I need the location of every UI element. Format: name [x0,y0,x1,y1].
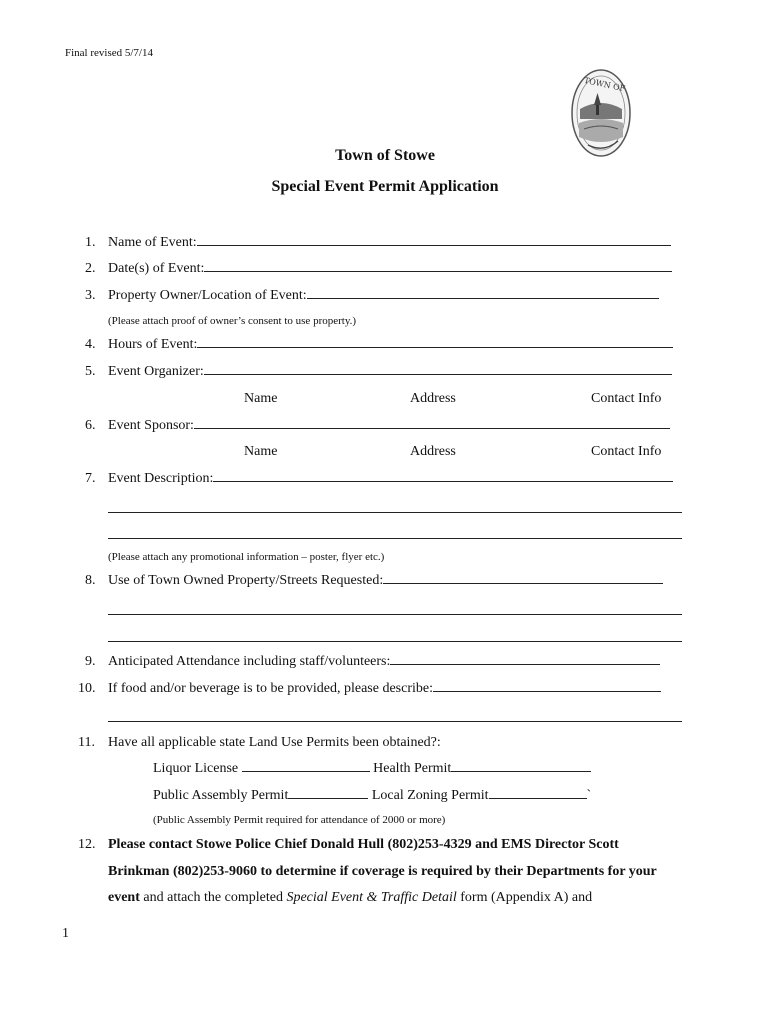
item-6-number: 6. [85,418,96,433]
svg-text:TOWN OF: TOWN OF [583,75,626,94]
item-4-label: Hours of Event: [108,337,198,352]
liquor-license-field[interactable] [242,770,370,772]
local-zoning-permit-field[interactable] [489,797,587,799]
item-12-text-a: and attach the completed [139,890,287,905]
page-title: Town of Stowe [335,147,435,164]
local-zoning-permit-label: Local Zoning Permit [371,788,489,803]
revision-note: Final revised 5/7/14 [65,47,153,59]
anticipated-attendance-field[interactable] [390,663,660,665]
item-6-col-address: Address [410,444,456,459]
property-owner-location-field[interactable] [307,297,659,299]
item-5-col-contact: Contact Info [591,391,662,406]
item-1-label: Name of Event: [108,235,197,250]
page-number: 1 [62,926,69,941]
item-12-line-3 [108,890,592,906]
item-7-number: 7. [85,471,96,486]
item-6-label: Event Sponsor: [108,418,194,433]
health-permit-label: Health Permit [373,761,452,776]
item-7-label: Event Description: [108,471,214,486]
town-property-use-field[interactable] [383,582,663,584]
item-3-row [108,288,659,304]
event-organizer-field[interactable] [204,373,672,375]
item-3-label: Property Owner/Location of Event: [108,288,307,303]
event-dates-field[interactable] [204,270,672,272]
food-beverage-line-2[interactable] [108,721,682,722]
item-11-label: Have all applicable state Land Use Permits been obtained?: [108,735,441,750]
item-10-number: 10. [78,681,96,696]
item-8-row [108,573,663,589]
item-5-number: 5. [85,364,96,379]
item-5-row [108,364,672,380]
item-6-col-name: Name [244,444,278,459]
item-9-label: Anticipated Attendance including staff/volunteers: [108,654,391,669]
liquor-license-label: Liquor License [153,761,239,776]
public-assembly-permit-field[interactable] [288,797,368,799]
event-sponsor-field[interactable] [194,427,670,429]
item-4-number: 4. [85,337,96,352]
page-subtitle: Special Event Permit Application [271,178,499,195]
item-7-row [108,471,673,487]
event-description-line-2[interactable] [108,512,682,513]
food-beverage-field[interactable] [433,690,661,692]
event-hours-field[interactable] [197,346,673,348]
health-permit-field[interactable] [451,770,591,772]
item-12-text-b: form (Appendix A) and [456,890,593,905]
item-12-line-2: Brinkman (802)253-9060 to determine if coverage is required by their Departments for your [108,864,657,879]
item-5-label: Event Organizer: [108,364,204,379]
item-10-row [108,681,661,697]
permits-row-1 [153,761,591,777]
item-5-col-address: Address [410,391,456,406]
item-12-form-name: Special Event & Traffic Detail [286,890,457,905]
event-description-field[interactable] [213,480,673,482]
item-12-line-1: Please contact Stowe Police Chief Donald Hull (802)253-4329 and EMS Director Scott [108,837,619,852]
item-3-number: 3. [85,288,96,303]
item-3-note: (Please attach proof of owner’s consent to use property.) [108,315,357,327]
event-description-line-3[interactable] [108,538,682,539]
item-11-number: 11. [78,735,95,750]
item-2-number: 2. [85,261,96,276]
town-seal-logo [570,67,632,159]
item-10-label: If food and/or beverage is to be provided, please describe: [108,681,433,696]
public-assembly-permit-label: Public Assembly Permit [153,788,289,803]
item-2-row [108,261,672,277]
item-4-row [108,337,673,353]
event-name-field[interactable] [197,244,671,246]
item-2-label: Date(s) of Event: [108,261,205,276]
item-8-label: Use of Town Owned Property/Streets Requested: [108,573,384,588]
item-1-number: 1. [85,235,96,250]
permits-row-2 [153,788,591,804]
item-6-col-contact: Contact Info [591,444,662,459]
item-1-row [108,235,671,251]
item-5-col-name: Name [244,391,278,406]
town-property-use-line-3[interactable] [108,641,682,642]
stray-mark: ` [586,788,592,803]
town-property-use-line-2[interactable] [108,614,682,615]
item-9-row [108,654,660,670]
item-11-note: (Public Assembly Permit required for attendance of 2000 or more) [153,814,446,826]
item-8-number: 8. [85,573,96,588]
item-9-number: 9. [85,654,96,669]
item-12-number: 12. [78,837,96,852]
item-6-row [108,418,670,434]
item-7-note: (Please attach any promotional information – poster, flyer etc.) [108,551,385,563]
item-12-event-word: event [108,890,140,905]
